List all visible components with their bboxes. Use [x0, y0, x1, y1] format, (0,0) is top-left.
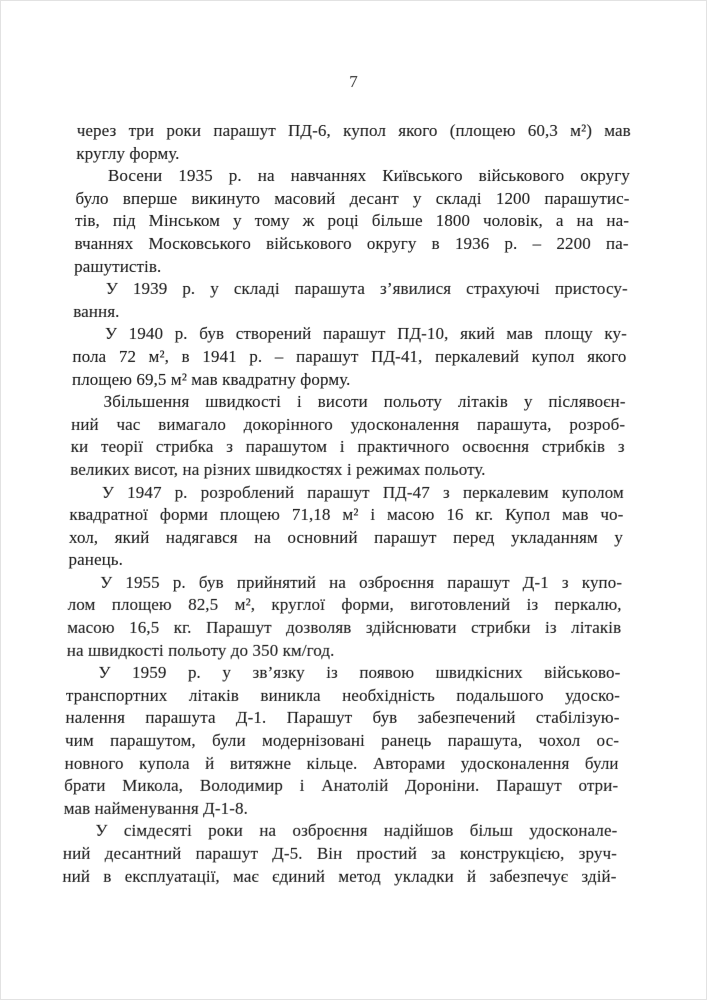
text-line: брати Микола, Володимир і Анатолій Дороніни. Парашут отри-: [64, 776, 619, 796]
text-line: У 1955 р. був прийнятий на озброєння парашут Д-1 з купо-: [99, 572, 623, 592]
text-line: ний час вимагало докорінного удосконалення парашута, розроб-: [70, 414, 626, 434]
text-line: на швидкості польоту до 350 км/год.: [66, 640, 335, 660]
text-line: мав найменування Д-1-8.: [63, 798, 249, 818]
text-line: через три роки парашут ПД-6, купол якого (площею 60,3 м²) мав: [76, 121, 631, 140]
text-line: вання.: [73, 301, 120, 321]
text-line: ки теорії стрибка з парашутом і практичного освоєння стрибків з: [70, 437, 625, 457]
text-line: ний в експлуатації, має єдиний метод укладки й забезпечує здій-: [62, 866, 617, 886]
text-line: квадратної форми площею 71,18 м² і масою 16 кг. Купол мав чо-: [69, 505, 624, 525]
page-number: 7: [349, 72, 358, 91]
text-line: налення парашута Д-1. Парашут був забезпечений стабілізую-: [65, 708, 620, 728]
text-line: новного купола й витяжне кільце. Авторами удосконалення були: [64, 753, 619, 773]
text-line: У 1939 р. у складі парашута з’явилися страхуючі пристосу-: [105, 279, 628, 299]
text-line: чим парашутом, були модернізовані ранець парашута, чохол ос-: [64, 731, 620, 751]
text-line: великих висот, на різних швидкостях і режимах польоту.: [70, 459, 486, 479]
text-line: площею 69,5 м² мав квадратну форму.: [71, 369, 351, 389]
body-text-block: [62, 120, 631, 888]
text-line: У сімдесяті роки на озброєння надійшов більш удосконале-: [95, 821, 618, 841]
text-line: Восени 1935 р. на навчаннях Київського військового округу: [107, 166, 631, 186]
text-line: лом площею 82,5 м², круглої форми, виготовлений із перкалю,: [67, 595, 622, 615]
text-line: У 1959 р. у зв’язку із появою швидкісних військово-: [98, 663, 621, 683]
text-line: У 1940 р. був створений парашут ПД-10, який мав площу ку-: [104, 324, 628, 344]
text-line: транспортних літаків виникла необхідність подальшого удоско-: [65, 685, 621, 705]
text-line: тів, під Мінськом у тому ж році більше 1800 чоловік, а на на-: [74, 211, 630, 231]
text-line: рашутистів.: [74, 256, 162, 276]
text-line: масою 16,5 кг. Парашут дозволяв здійснювати стрибки із літаків: [67, 618, 622, 638]
text-line: було вперше викинуто масовий десант у складі 1200 парашутис-: [75, 188, 630, 208]
text-line: вчаннях Московського військового округу в 1936 р. – 2200 па-: [74, 233, 629, 253]
text-line: хол, який надягався на основний парашут перед укладанням у: [68, 527, 624, 547]
text-line: пола 72 м², в 1941 р. – парашут ПД-41, перкалевий купол якого: [72, 346, 627, 366]
text-line: ранець.: [68, 550, 124, 570]
text-line: круглу форму.: [76, 143, 180, 163]
text-line: Збільшення швидкості і висоти польоту літаків у післявоєн-: [103, 392, 626, 412]
text-line: У 1947 р. розроблений парашут ПД-47 з перкалевим куполом: [101, 482, 625, 502]
text-line: ний десантний парашут Д-5. Він простий за конструкцією, зруч-: [62, 844, 618, 863]
